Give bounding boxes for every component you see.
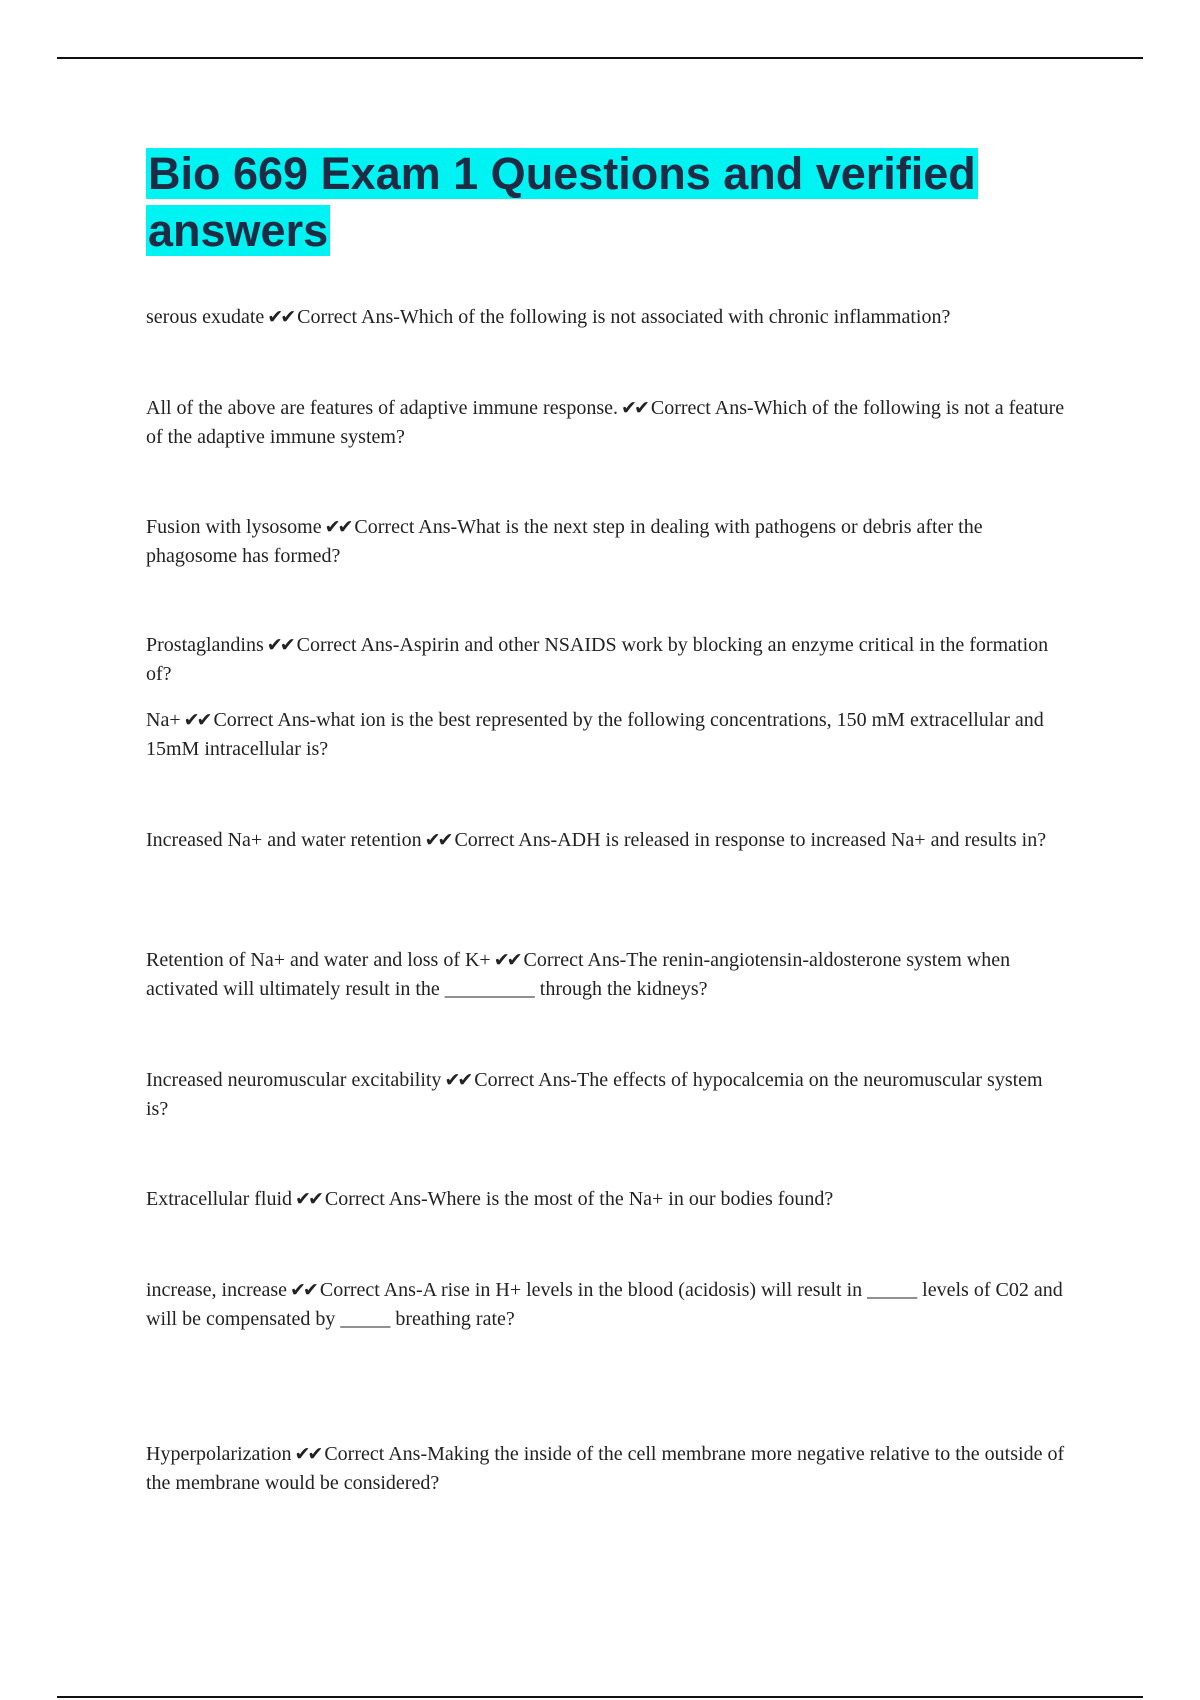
qa-answer: Na+ [146, 709, 181, 731]
qa-answer: Prostaglandins [146, 634, 264, 656]
check-icon: ✔✔ [183, 709, 210, 731]
qa-question: Correct Ans-The effects of hypocalcemia on the neuromuscular system is? [146, 1069, 1043, 1120]
document-title-block [146, 145, 1046, 259]
qa-question: Correct Ans-What is the next step in dealing with pathogens or debris after the phagosome has formed? [146, 516, 983, 567]
check-icon: ✔✔ [444, 1069, 471, 1091]
qa-question: Correct Ans-Aspirin and other NSAIDS work by blocking an enzyme critical in the formation of? [146, 634, 1049, 685]
qa-question: Correct Ans-Which of the following is not a feature of the adaptive immune system? [146, 397, 1065, 448]
header-rule [57, 57, 1143, 59]
qa-answer: Extracellular fluid [146, 1188, 293, 1210]
qa-item [146, 1066, 1066, 1124]
qa-item [146, 1185, 1066, 1214]
qa-answer: Increased neuromuscular excitability [146, 1069, 442, 1091]
qa-answer: Fusion with lysosome [146, 516, 322, 538]
qa-question: Correct Ans-The renin-angiotensin-aldosterone system when activated will ultimately result in the _________ through the kidneys? [146, 949, 1011, 1000]
qa-item [146, 706, 1066, 764]
footer-rule [57, 1696, 1143, 1698]
qa-answer: Retention of Na+ and water and loss of K+ [146, 949, 491, 971]
check-icon: ✔✔ [290, 1279, 316, 1301]
qa-answer: serous exudate [146, 306, 265, 328]
qa-question: Correct Ans-what ion is the best represented by the following concentrations, 150 mM extracellular and 15mM intracellular is? [146, 709, 1044, 760]
qa-item [146, 1276, 1066, 1334]
document-title [146, 145, 1046, 259]
check-icon: ✔✔ [493, 949, 520, 971]
qa-item [146, 1440, 1066, 1498]
qa-answer: increase, increase [146, 1279, 288, 1301]
qa-item [146, 394, 1066, 452]
qa-question: Correct Ans-A rise in H+ levels in the blood (acidosis) will result in _____ levels of C02 and will be compensated by _____ breathing rate? [146, 1279, 1063, 1330]
check-icon: ✔✔ [294, 1443, 321, 1465]
check-icon: ✔✔ [266, 634, 293, 656]
check-icon: ✔✔ [267, 306, 294, 328]
title-highlight: Bio 669 Exam 1 Questions and verified answers [148, 148, 976, 256]
check-icon: ✔✔ [424, 829, 451, 851]
qa-item [146, 303, 1066, 332]
qa-item [146, 946, 1066, 1004]
qa-question: Correct Ans-Which of the following is not associated with chronic inflammation? [297, 306, 951, 328]
check-icon: ✔✔ [621, 397, 647, 419]
qa-question: Correct Ans-Where is the most of the Na+ in our bodies found? [324, 1188, 834, 1210]
check-icon: ✔✔ [295, 1188, 321, 1210]
qa-question: Correct Ans-Making the inside of the cell membrane more negative relative to the outside of the membrane would be considered? [146, 1443, 1065, 1494]
qa-item [146, 631, 1066, 689]
qa-answer: Increased Na+ and water retention [146, 829, 422, 851]
qa-answer: Hyperpolarization [146, 1443, 292, 1465]
check-icon: ✔✔ [324, 516, 351, 538]
qa-item [146, 826, 1066, 855]
qa-item [146, 513, 1066, 571]
qa-answer: All of the above are features of adaptive immune response. [146, 397, 619, 419]
qa-question: Correct Ans-ADH is released in response to increased Na+ and results in? [454, 829, 1047, 851]
